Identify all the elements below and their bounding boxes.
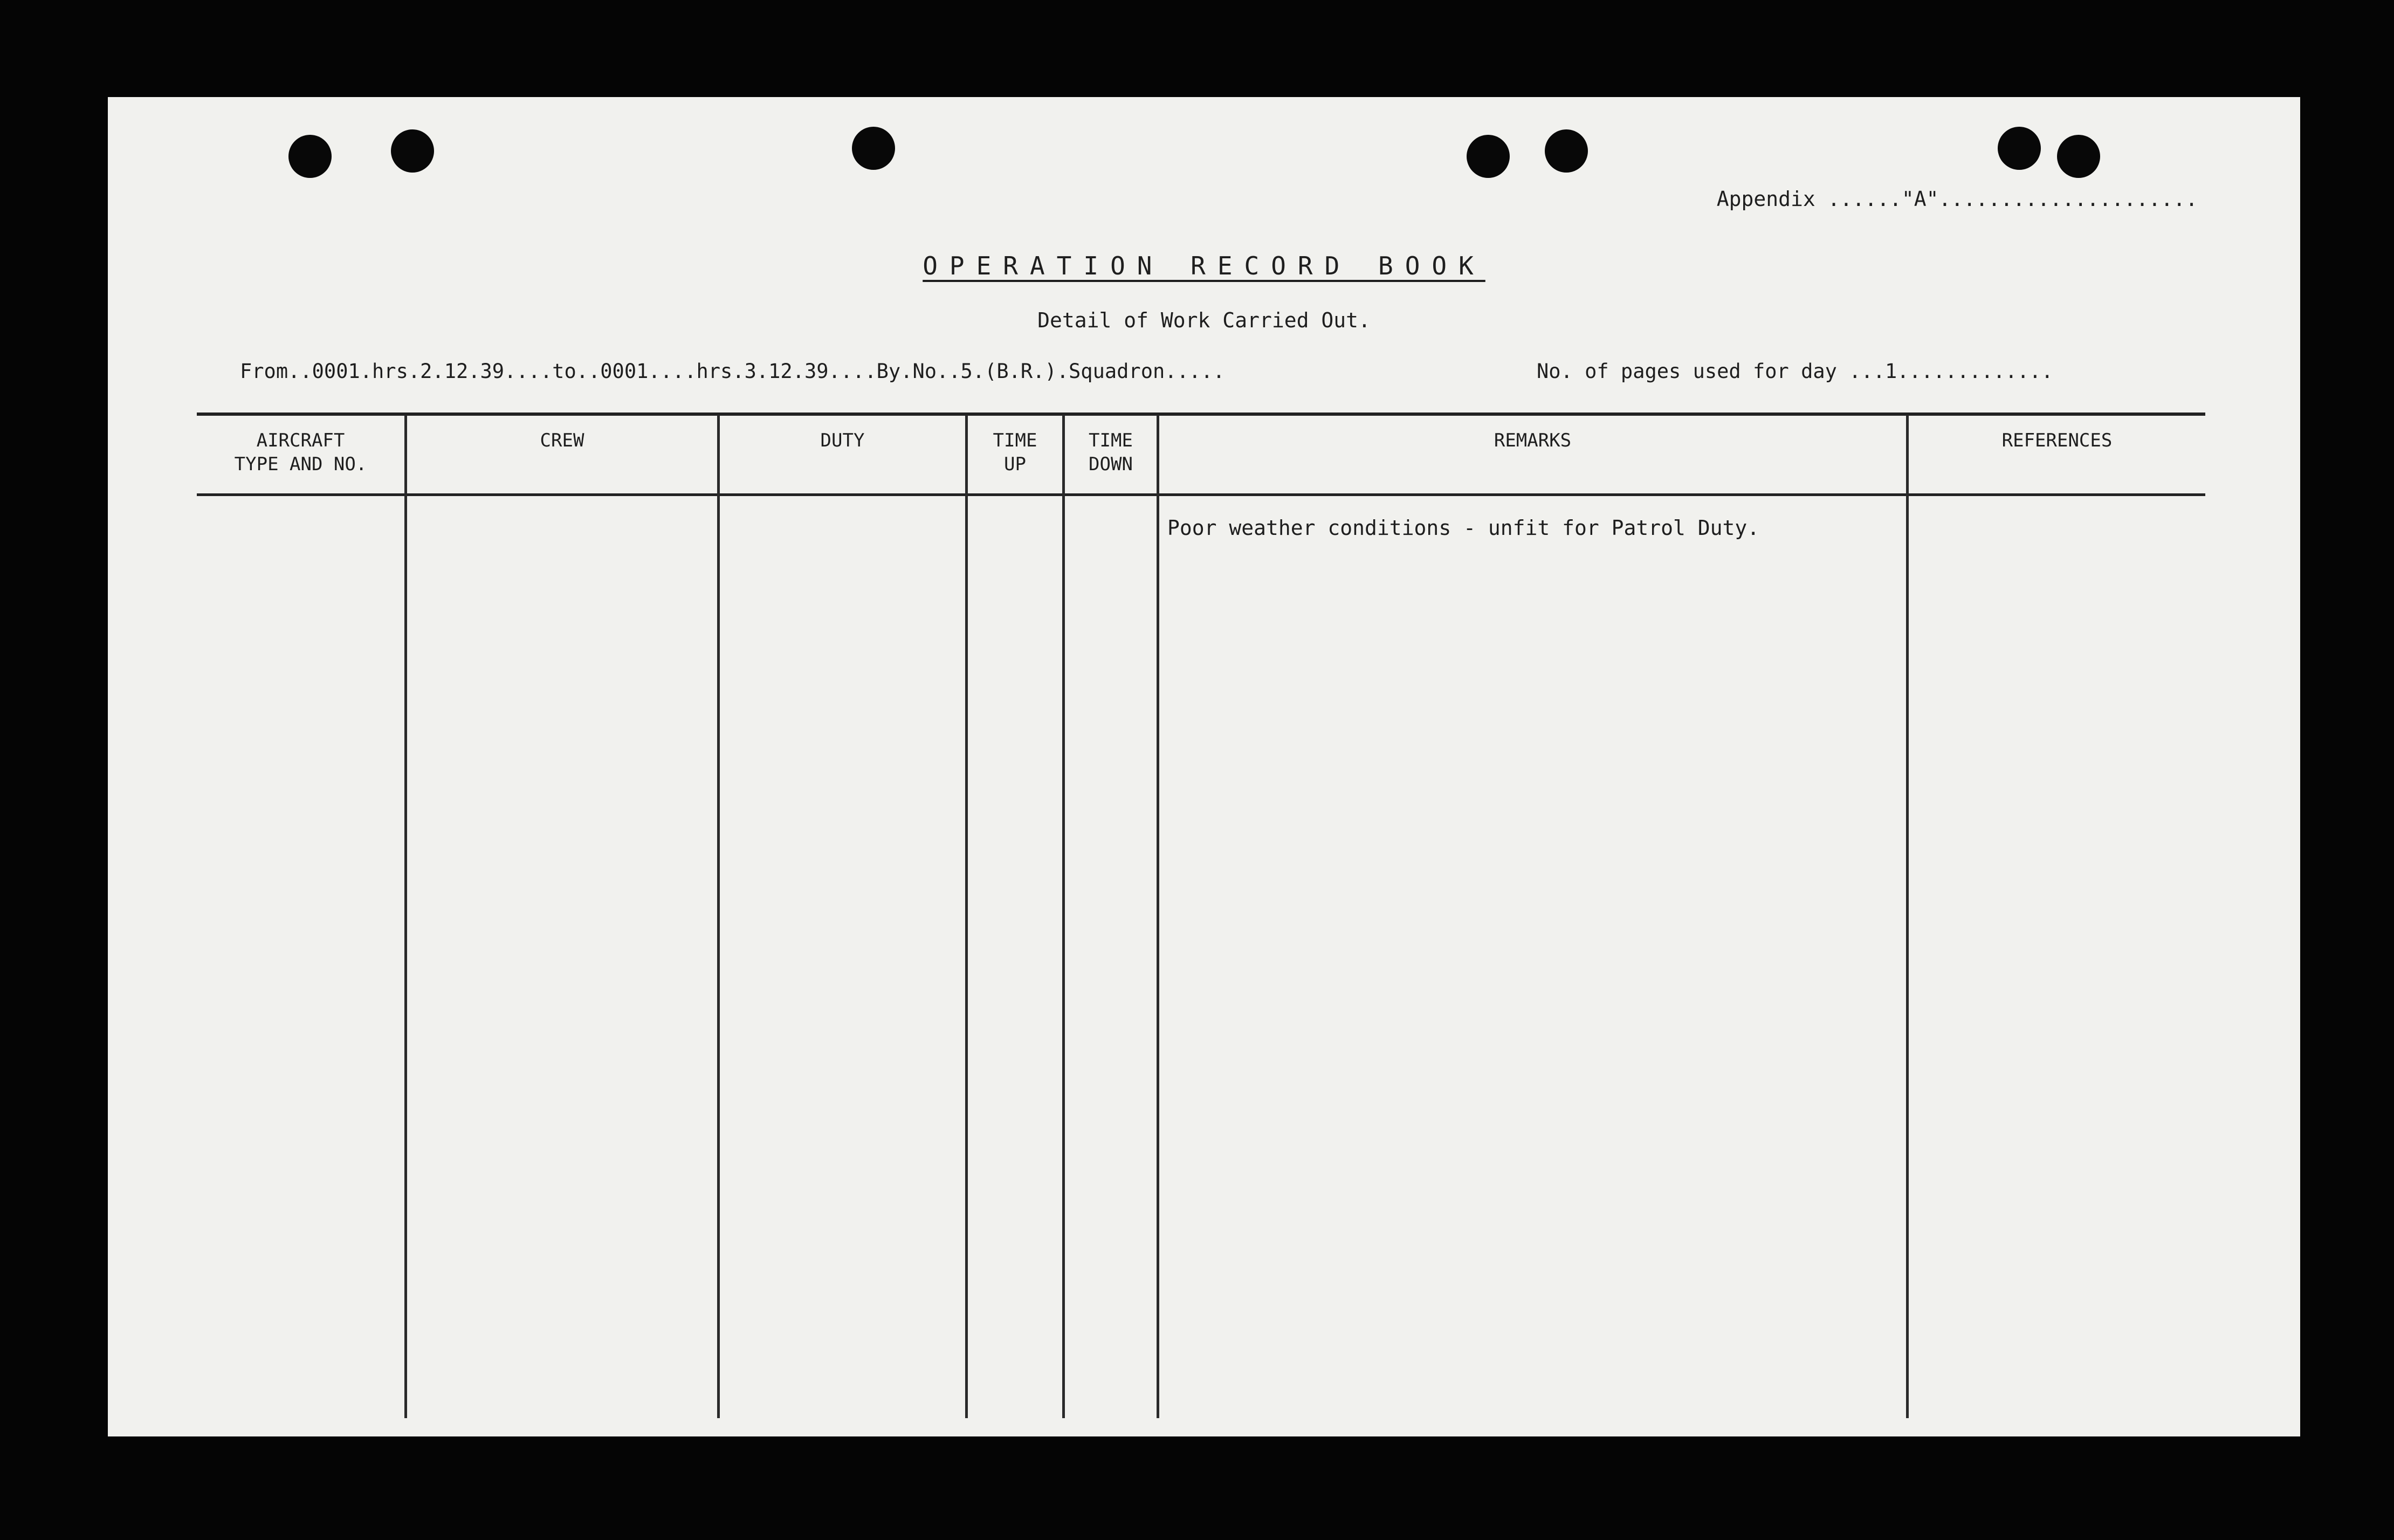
punch-hole xyxy=(2057,135,2100,178)
column-header-remarks: REMARKS xyxy=(1494,430,1572,451)
column-header-duty: DUTY xyxy=(820,430,865,451)
column-divider xyxy=(404,415,407,1418)
punch-hole xyxy=(1998,127,2041,170)
column-header-time-up: TIME UP xyxy=(993,430,1037,476)
page-subtitle: Detail of Work Carried Out. xyxy=(1037,308,1371,332)
punch-hole xyxy=(1467,135,1510,178)
punch-hole xyxy=(288,135,332,178)
column-divider xyxy=(1906,415,1909,1418)
column-divider xyxy=(1157,415,1159,1418)
column-header-crew: CREW xyxy=(540,430,584,451)
column-header-references: REFERENCES xyxy=(2001,430,2113,451)
punch-hole xyxy=(852,127,895,170)
column-divider xyxy=(717,415,720,1418)
table-header-rule xyxy=(197,493,2205,496)
punch-hole xyxy=(391,129,434,173)
remarks-entry: Poor weather conditions - unfit for Patrol Duty. xyxy=(1167,516,1760,540)
from-line: From..0001.hrs.2.12.39....to..0001....hrs.3.12.39....By.No..5.(B.R.).Squadron..... xyxy=(240,360,1225,383)
column-divider xyxy=(1062,415,1065,1418)
punch-hole xyxy=(1545,129,1588,173)
pages-used-line: No. of pages used for day ...1............. xyxy=(1537,360,2053,383)
record-sheet xyxy=(108,97,2300,1436)
column-header-aircraft: AIRCRAFT TYPE AND NO. xyxy=(234,430,367,476)
column-divider xyxy=(965,415,968,1418)
appendix-label: Appendix ......"A"..................... xyxy=(1716,187,2198,211)
column-header-time-down: TIME DOWN xyxy=(1089,430,1133,476)
table-top-rule xyxy=(197,412,2205,416)
page-title: OPERATION RECORD BOOK xyxy=(923,251,1485,280)
